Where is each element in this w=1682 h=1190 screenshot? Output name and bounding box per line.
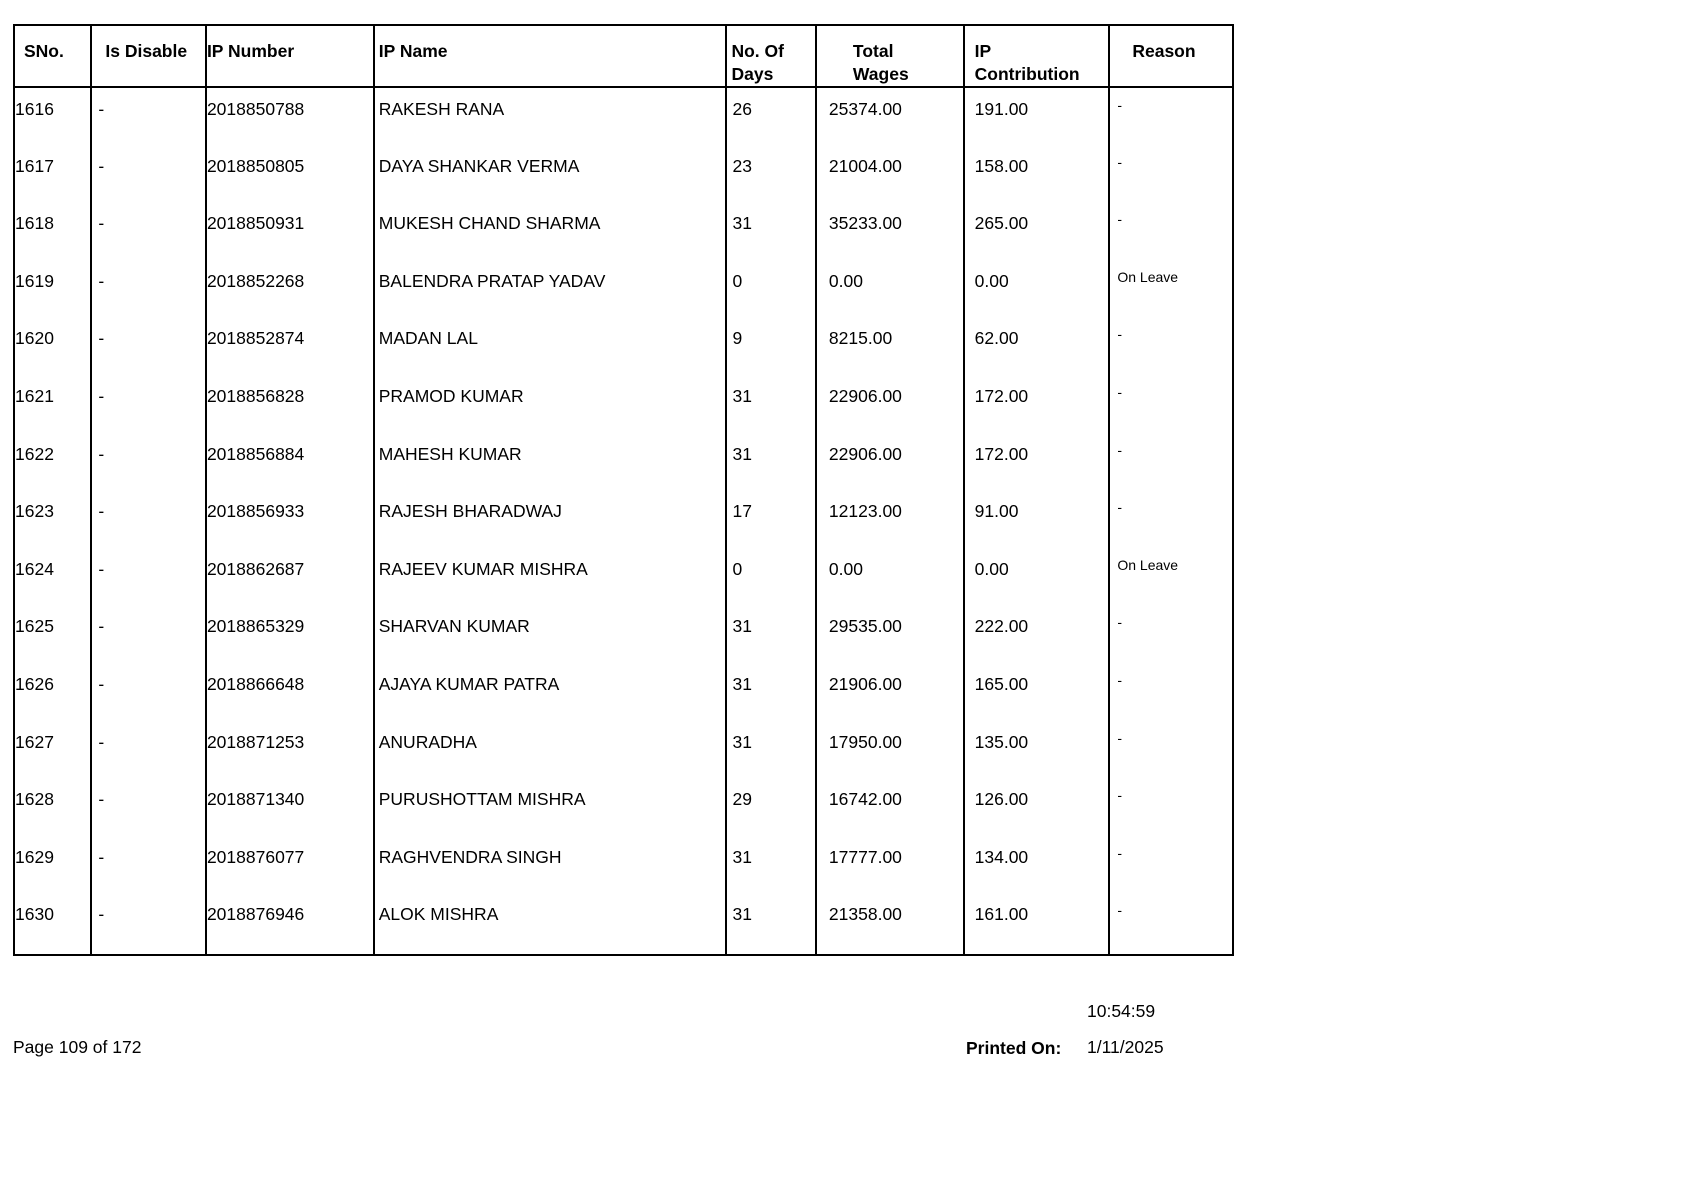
cell-contribution: 135.00: [964, 721, 1110, 779]
cell-days: 31: [726, 433, 815, 491]
cell-ip-number: 2018850805: [206, 145, 374, 203]
cell-sno: 1628: [14, 778, 91, 836]
cell-ip-name: RAJESH BHARADWAJ: [374, 490, 727, 548]
cell-reason: -: [1109, 836, 1233, 894]
cell-ip-name: PURUSHOTTAM MISHRA: [374, 778, 727, 836]
cell-sno: 1623: [14, 490, 91, 548]
printed-time: 10:54:59: [1087, 1001, 1156, 1021]
header-ip-name: IP Name: [374, 25, 727, 87]
cell-contribution: 0.00: [964, 260, 1110, 318]
cell-days: 9: [726, 317, 815, 375]
cell-sno: 1621: [14, 375, 91, 433]
cell-contribution: 222.00: [964, 605, 1110, 663]
header-sno: SNo.: [14, 25, 91, 87]
cell-wages: 21358.00: [816, 893, 964, 955]
cell-days: 31: [726, 893, 815, 955]
cell-is-disable: -: [91, 836, 206, 894]
printed-date: 1/11/2025: [1087, 1037, 1164, 1057]
header-reason: Reason: [1109, 25, 1233, 87]
cell-wages: 16742.00: [816, 778, 964, 836]
cell-wages: 17777.00: [816, 836, 964, 894]
cell-ip-name: MAHESH KUMAR: [374, 433, 727, 491]
cell-ip-number: 2018852268: [206, 260, 374, 318]
cell-reason: On Leave: [1109, 260, 1233, 318]
cell-contribution: 91.00: [964, 490, 1110, 548]
cell-ip-number: 2018865329: [206, 605, 374, 663]
cell-wages: 25374.00: [816, 87, 964, 145]
cell-ip-number: 2018856828: [206, 375, 374, 433]
header-is-disable: Is Disable: [91, 25, 206, 87]
cell-days: 0: [726, 260, 815, 318]
header-wages-line2: Wages: [852, 64, 909, 84]
table-row: [14, 490, 1233, 548]
cell-contribution: 126.00: [964, 778, 1110, 836]
cell-is-disable: -: [91, 490, 206, 548]
header-wages: [816, 25, 964, 87]
cell-days: 31: [726, 663, 815, 721]
table-row: [14, 605, 1233, 663]
cell-days: 0: [726, 548, 815, 606]
cell-sno: 1620: [14, 317, 91, 375]
cell-contribution: 265.00: [964, 202, 1110, 260]
cell-is-disable: -: [91, 87, 206, 145]
cell-sno: 1627: [14, 721, 91, 779]
cell-reason: -: [1109, 605, 1233, 663]
cell-sno: 1616: [14, 87, 91, 145]
cell-ip-number: 2018876946: [206, 893, 374, 955]
cell-ip-number: 2018876077: [206, 836, 374, 894]
cell-contribution: 161.00: [964, 893, 1110, 955]
cell-ip-number: 2018852874: [206, 317, 374, 375]
cell-wages: 0.00: [816, 260, 964, 318]
cell-is-disable: -: [91, 893, 206, 955]
table-header-row: [14, 25, 1233, 87]
header-days-line1: No. Of: [731, 41, 784, 61]
cell-wages: 22906.00: [816, 375, 964, 433]
cell-days: 31: [726, 605, 815, 663]
cell-sno: 1625: [14, 605, 91, 663]
cell-ip-name: PRAMOD KUMAR: [374, 375, 727, 433]
printed-on-label: Printed On:: [966, 1038, 1062, 1058]
cell-ip-number: 2018850788: [206, 87, 374, 145]
cell-ip-number: 2018850931: [206, 202, 374, 260]
cell-wages: 29535.00: [816, 605, 964, 663]
cell-reason: -: [1109, 145, 1233, 203]
page-number: Page 109 of 172: [13, 1037, 142, 1057]
cell-is-disable: -: [91, 145, 206, 203]
cell-wages: 21906.00: [816, 663, 964, 721]
table-row: [14, 721, 1233, 779]
cell-reason: -: [1109, 87, 1233, 145]
cell-ip-number: 2018862687: [206, 548, 374, 606]
cell-reason: -: [1109, 893, 1233, 955]
cell-days: 17: [726, 490, 815, 548]
cell-is-disable: -: [91, 548, 206, 606]
cell-ip-number: 2018856933: [206, 490, 374, 548]
cell-ip-number: 2018856884: [206, 433, 374, 491]
table-row: [14, 375, 1233, 433]
cell-ip-name: MADAN LAL: [374, 317, 727, 375]
cell-wages: 0.00: [816, 548, 964, 606]
cell-is-disable: -: [91, 202, 206, 260]
table-row: [14, 87, 1233, 145]
header-contrib-line1: IP: [974, 41, 992, 61]
cell-contribution: 158.00: [964, 145, 1110, 203]
table-row: [14, 836, 1233, 894]
header-ip-number: IP Number: [206, 25, 374, 87]
cell-ip-name: ANURADHA: [374, 721, 727, 779]
header-contribution: [964, 25, 1110, 87]
cell-wages: 17950.00: [816, 721, 964, 779]
cell-days: 31: [726, 721, 815, 779]
cell-is-disable: -: [91, 778, 206, 836]
cell-sno: 1619: [14, 260, 91, 318]
cell-ip-name: BALENDRA PRATAP YADAV: [374, 260, 727, 318]
cell-wages: 21004.00: [816, 145, 964, 203]
cell-days: 31: [726, 202, 815, 260]
cell-wages: 12123.00: [816, 490, 964, 548]
table-row: [14, 663, 1233, 721]
cell-days: 29: [726, 778, 815, 836]
cell-ip-name: SHARVAN KUMAR: [374, 605, 727, 663]
contribution-table: [13, 24, 1234, 956]
table-row: [14, 893, 1233, 955]
cell-is-disable: -: [91, 375, 206, 433]
cell-reason: -: [1109, 375, 1233, 433]
table-row: [14, 317, 1233, 375]
cell-ip-number: 2018871340: [206, 778, 374, 836]
header-wages-line1: Total: [852, 41, 894, 61]
header-contrib-line2: Contribution: [974, 64, 1080, 84]
cell-ip-name: ALOK MISHRA: [374, 893, 727, 955]
cell-is-disable: -: [91, 721, 206, 779]
cell-wages: 22906.00: [816, 433, 964, 491]
table-row: [14, 778, 1233, 836]
cell-contribution: 0.00: [964, 548, 1110, 606]
table-row: [14, 145, 1233, 203]
cell-ip-number: 2018871253: [206, 721, 374, 779]
cell-reason: On Leave: [1109, 548, 1233, 606]
cell-reason: -: [1109, 663, 1233, 721]
cell-is-disable: -: [91, 317, 206, 375]
cell-contribution: 62.00: [964, 317, 1110, 375]
cell-ip-name: RAKESH RANA: [374, 87, 727, 145]
cell-sno: 1624: [14, 548, 91, 606]
cell-days: 23: [726, 145, 815, 203]
cell-reason: -: [1109, 721, 1233, 779]
cell-ip-name: DAYA SHANKAR VERMA: [374, 145, 727, 203]
cell-contribution: 134.00: [964, 836, 1110, 894]
cell-days: 26: [726, 87, 815, 145]
cell-ip-number: 2018866648: [206, 663, 374, 721]
cell-is-disable: -: [91, 260, 206, 318]
cell-is-disable: -: [91, 663, 206, 721]
cell-sno: 1629: [14, 836, 91, 894]
cell-reason: -: [1109, 202, 1233, 260]
cell-ip-name: MUKESH CHAND SHARMA: [374, 202, 727, 260]
cell-reason: -: [1109, 317, 1233, 375]
cell-sno: 1630: [14, 893, 91, 955]
cell-contribution: 165.00: [964, 663, 1110, 721]
table-row: [14, 548, 1233, 606]
cell-is-disable: -: [91, 433, 206, 491]
cell-ip-name: RAJEEV KUMAR MISHRA: [374, 548, 727, 606]
cell-ip-name: AJAYA KUMAR PATRA: [374, 663, 727, 721]
table-row: [14, 202, 1233, 260]
cell-reason: -: [1109, 490, 1233, 548]
cell-is-disable: -: [91, 605, 206, 663]
cell-sno: 1617: [14, 145, 91, 203]
cell-contribution: 172.00: [964, 375, 1110, 433]
cell-days: 31: [726, 375, 815, 433]
cell-contribution: 191.00: [964, 87, 1110, 145]
table-row: [14, 433, 1233, 491]
cell-wages: 35233.00: [816, 202, 964, 260]
cell-contribution: 172.00: [964, 433, 1110, 491]
cell-sno: 1626: [14, 663, 91, 721]
table-row: [14, 260, 1233, 318]
cell-days: 31: [726, 836, 815, 894]
cell-ip-name: RAGHVENDRA SINGH: [374, 836, 727, 894]
cell-reason: -: [1109, 433, 1233, 491]
header-days-line2: Days: [731, 64, 774, 84]
cell-reason: -: [1109, 778, 1233, 836]
cell-sno: 1618: [14, 202, 91, 260]
cell-wages: 8215.00: [816, 317, 964, 375]
header-days: [726, 25, 815, 87]
cell-sno: 1622: [14, 433, 91, 491]
